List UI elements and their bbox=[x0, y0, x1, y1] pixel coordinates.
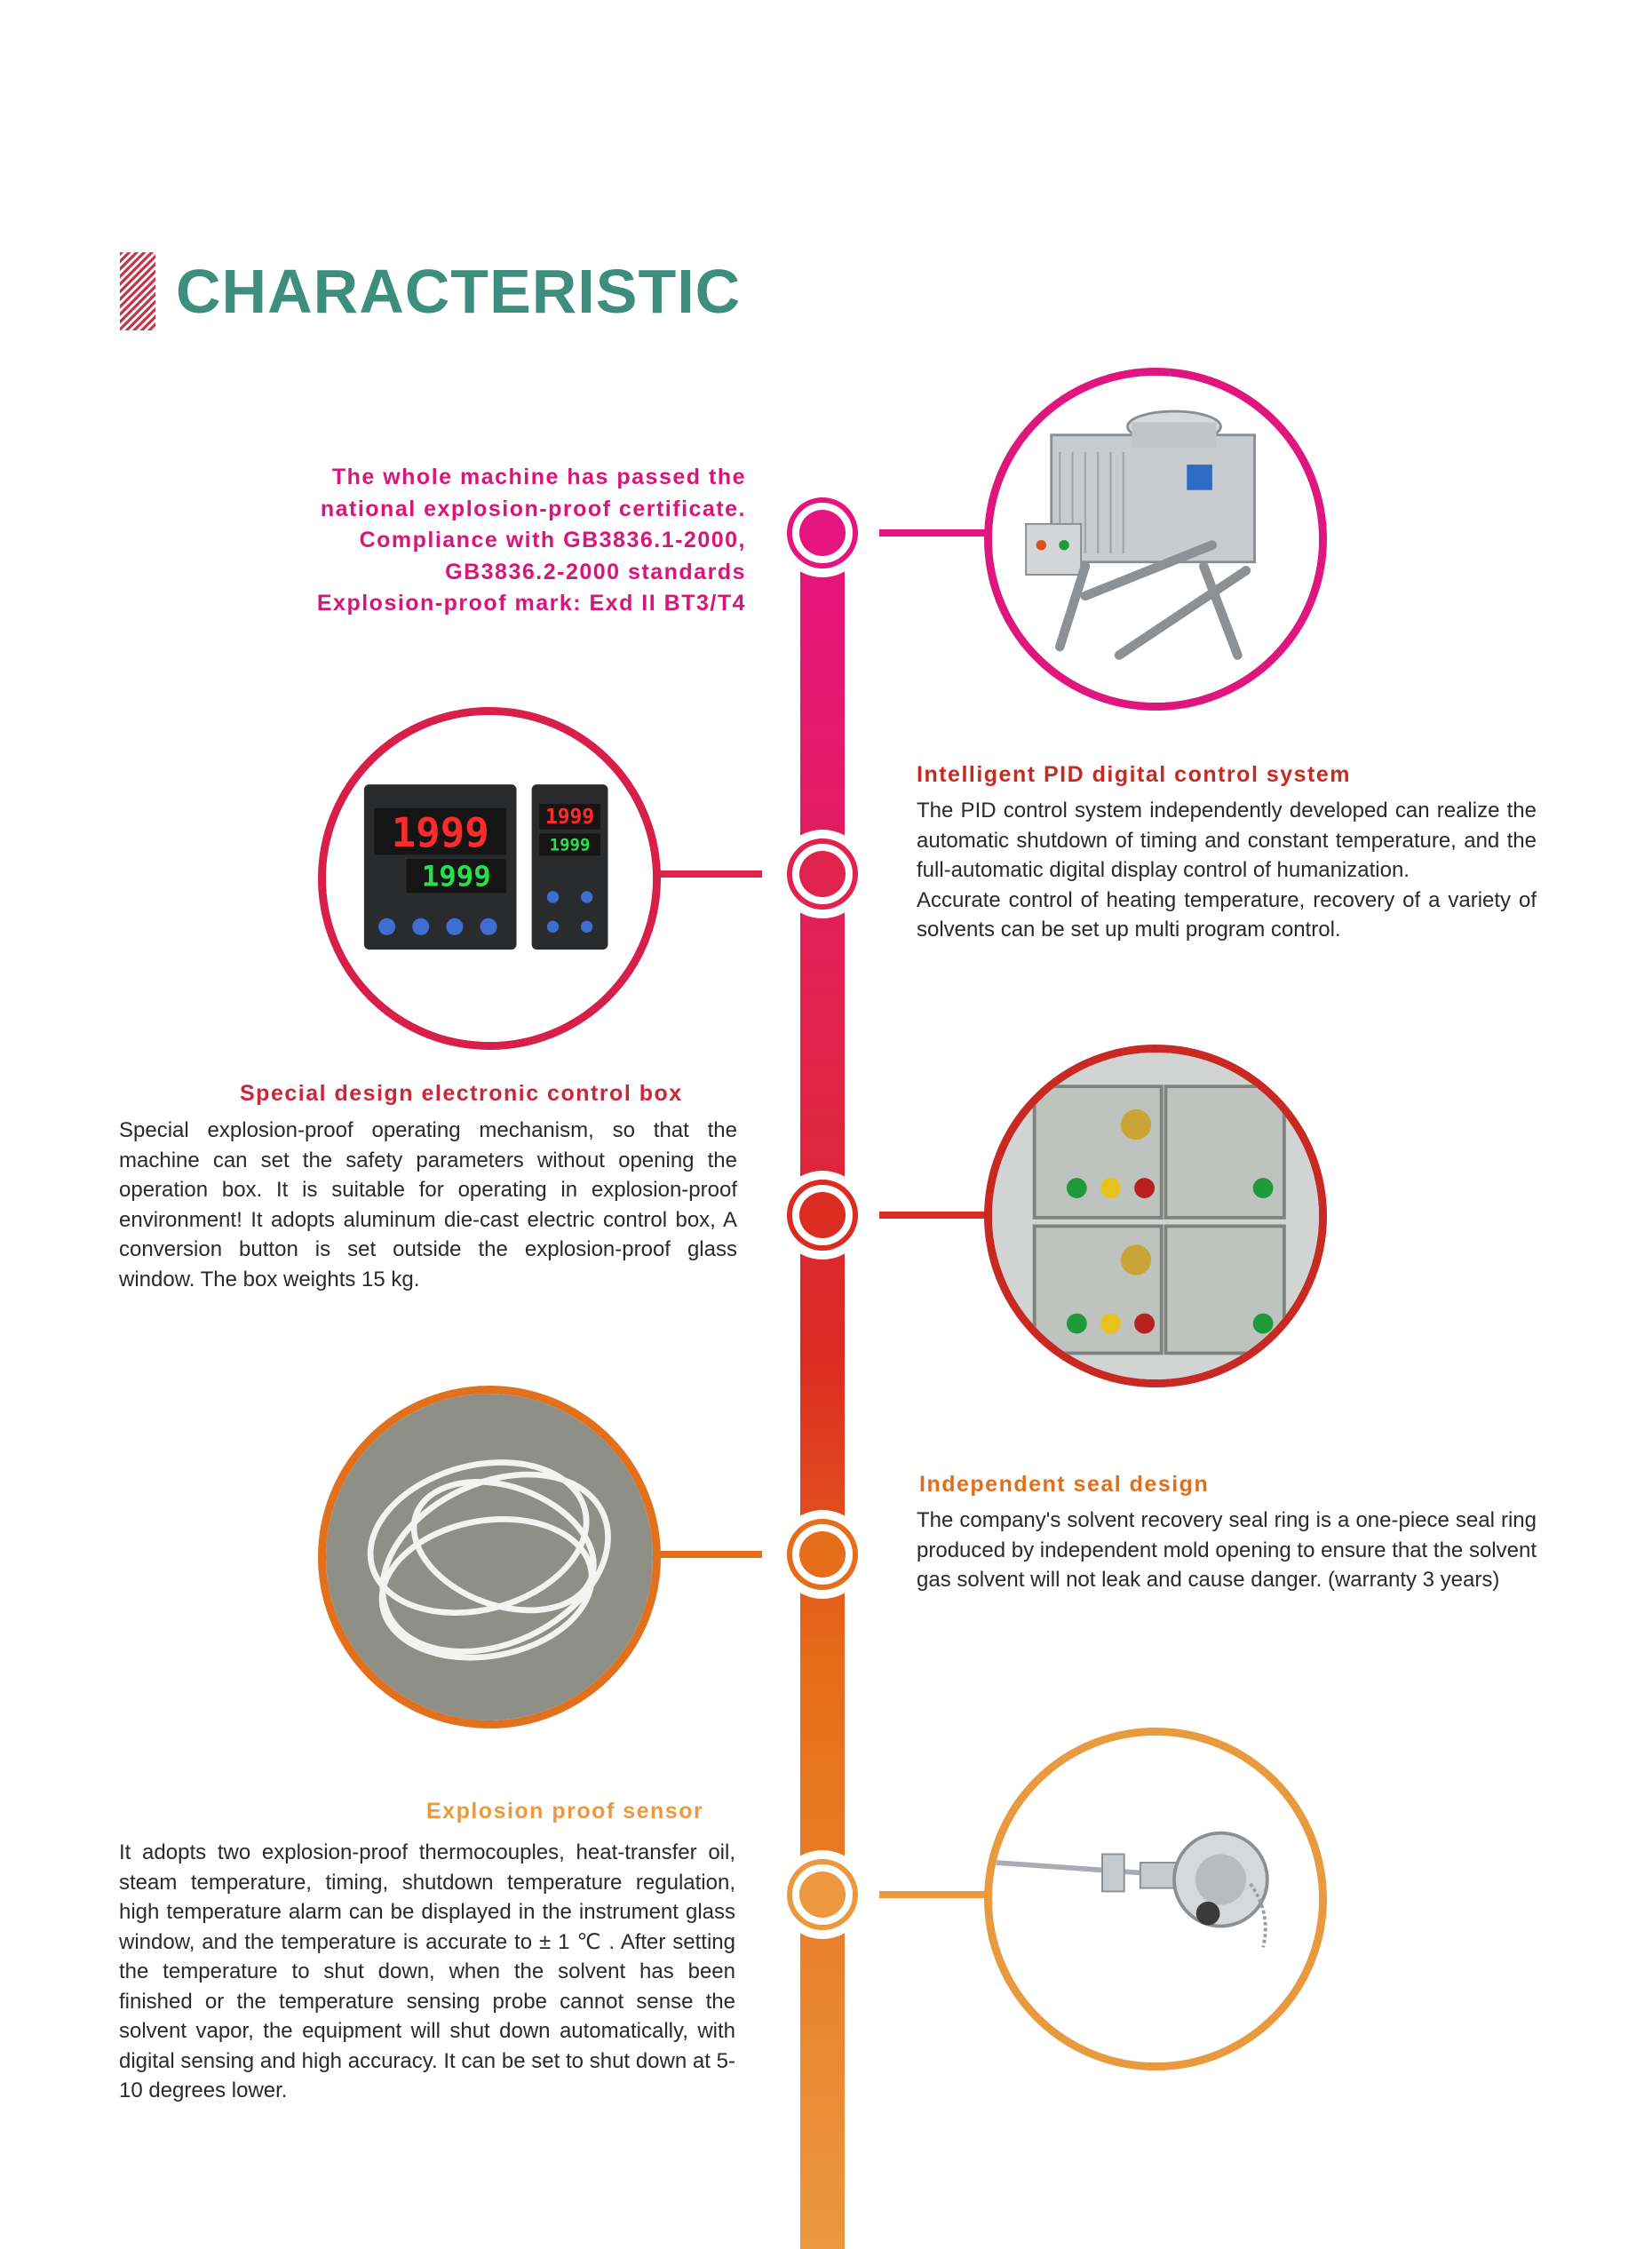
feature-title-pid: Intelligent PID digital control system bbox=[917, 762, 1352, 787]
heading-hatch-mark bbox=[120, 252, 155, 330]
controller-small-pv: 1999 bbox=[545, 806, 595, 830]
timeline-node-2 bbox=[778, 830, 867, 918]
connector-2 bbox=[652, 870, 762, 878]
feature-body-sensor: It adopts two explosion-proof thermocouples, heat-transfer oil, steam temperature, timing, shutdown temperature regulation, high temperature alarm can be displayed in the instrument glass window, and the temperature is accurate to ± 1 ℃ . After setting the temperature to shut down, when the solvent has been finished or the temperature sensing probe cannot sense the solvent vapor, the equipment will shut down automatically, with digital sensing and high accuracy. It can be set to shut down at 5-10 degrees lower. bbox=[119, 1840, 735, 2102]
certification-text bbox=[213, 462, 746, 620]
page-title: CHARACTERISTIC bbox=[176, 257, 742, 326]
connector-3 bbox=[879, 1212, 993, 1219]
pid-controller-photo bbox=[318, 707, 661, 1050]
timeline-rail bbox=[800, 537, 845, 2249]
seal-ring-image bbox=[326, 1394, 653, 1721]
certification-line-1: The whole machine has passed the bbox=[331, 465, 746, 489]
feature-title-seal: Independent seal design bbox=[919, 1472, 1210, 1497]
certification-line-5: Explosion-proof mark: Exd II BT3/T4 bbox=[316, 591, 746, 616]
feature-title-control-box: Special design electronic control box bbox=[240, 1081, 683, 1106]
control-box-photo bbox=[984, 1045, 1327, 1387]
controller-large-sv: 1999 bbox=[421, 859, 491, 894]
feature-body-pid bbox=[917, 796, 1537, 945]
connector-4 bbox=[652, 1551, 762, 1558]
pid-paragraph-1: The PID control system independently developed can realize the automatic shutdown of timing and constant temperature, and the full-automatic digital display control of humanization. bbox=[917, 799, 1537, 882]
timeline-node-4 bbox=[778, 1510, 867, 1599]
sensor-photo bbox=[984, 1728, 1327, 2070]
timeline-node-1 bbox=[778, 489, 867, 577]
connector-1 bbox=[879, 529, 993, 536]
timeline-node-5 bbox=[778, 1850, 867, 1939]
controller-small-sv: 1999 bbox=[549, 835, 591, 855]
certification-line-3: Compliance with GB3836.1-2000, bbox=[359, 528, 746, 552]
feature-body-control-box: Special explosion-proof operating mechanism, so that the machine can set the safety parameters without opening the operation box. It is suitable for operating in explosion-proof environment! It adopts aluminum die-cast electric control box, A conversion button is set outside the explosion-proof glass window. The box weights 15 kg. bbox=[119, 1118, 737, 1291]
solvent-recovery-machine-image bbox=[992, 376, 1319, 703]
connector-5 bbox=[879, 1891, 993, 1898]
seal-ring-photo bbox=[318, 1386, 661, 1728]
controller-large-pv: 1999 bbox=[391, 808, 489, 856]
pid-paragraph-2: Accurate control of heating temperature, recovery of a variety of solvents can be set up multi program control. bbox=[917, 887, 1537, 942]
pid-controller-image bbox=[326, 715, 653, 1042]
certification-line-2: national explosion-proof certificate. bbox=[320, 496, 746, 521]
certification-line-4: GB3836.2-2000 standards bbox=[445, 559, 746, 584]
control-box-image bbox=[992, 1053, 1319, 1379]
feature-body-seal: The company's solvent recovery seal ring is a one-piece seal ring produced by independent mold opening to ensure that the solvent gas solvent will not leak and cause danger. (warranty 3 years) bbox=[917, 1508, 1537, 1592]
thermocouple-sensor-image bbox=[992, 1736, 1319, 2062]
timeline-node-3 bbox=[778, 1171, 867, 1260]
machine-photo bbox=[984, 368, 1327, 711]
feature-title-sensor: Explosion proof sensor bbox=[426, 1799, 704, 1824]
